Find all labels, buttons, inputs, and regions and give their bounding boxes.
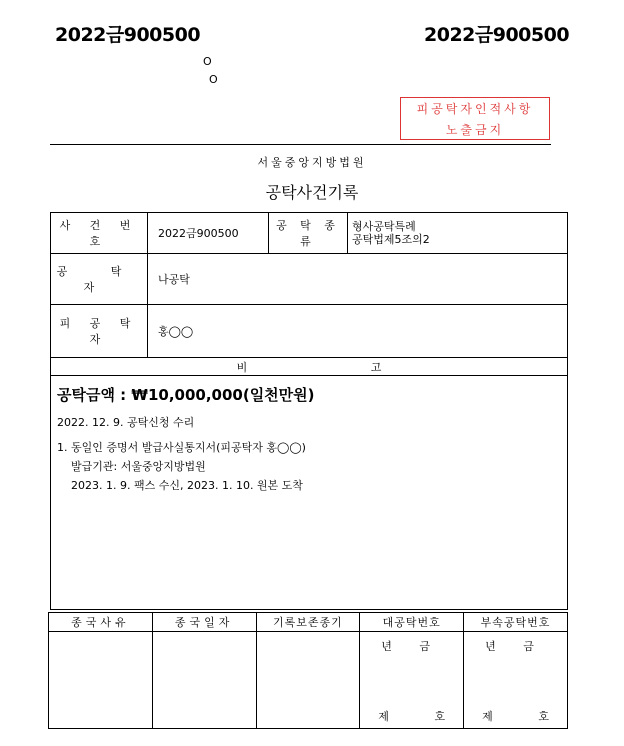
privacy-stamp xyxy=(400,97,550,140)
deposit-type-value xyxy=(348,213,568,254)
case-number-left: 2022금900500 xyxy=(55,24,201,46)
closure-table xyxy=(48,612,568,729)
remarks-body xyxy=(51,376,568,610)
deposit-type-label: 공 탁 종 류 xyxy=(269,213,348,254)
closure-date-cell xyxy=(152,632,256,729)
deposit-type-line-1: 형사공탁특례 xyxy=(352,220,416,233)
year-label: 년 금 xyxy=(381,640,443,653)
remark-line-4: 2023. 1. 9. 팩스 수신, 2023. 1. 10. 원본 도착 xyxy=(71,479,303,492)
court-name: 서울중앙지방법원 xyxy=(257,156,367,169)
stamp-line-2: 노출금지 xyxy=(445,123,505,137)
doc-title: 공탁사건기록 xyxy=(265,183,359,202)
ho-label: 호 xyxy=(434,710,446,723)
counter-deposit-no-header: 대공탁번호 xyxy=(360,613,464,632)
case-number-right: 2022금900500 xyxy=(424,24,570,46)
je-label: 제 xyxy=(482,710,493,723)
remarks-header xyxy=(51,358,568,376)
header-rule xyxy=(50,144,551,145)
deposit-amount: 공탁금액 : ₩10,000,000(일천만원) xyxy=(57,386,315,404)
attached-deposit-no-cell xyxy=(464,632,568,729)
remarks-label-1: 비 xyxy=(236,360,248,374)
remark-line-2: 1. 동일인 증명서 발급사실통지서(피공탁자 홍◯◯) xyxy=(57,441,306,454)
je-label: 제 xyxy=(378,710,389,723)
retention-end-cell xyxy=(256,632,360,729)
depositee-value: 홍◯◯ xyxy=(148,305,568,358)
remark-line-1: 2022. 12. 9. 공탁신청 수리 xyxy=(57,416,195,429)
case-no-label: 사 건 번 호 xyxy=(51,213,148,254)
retention-end-header: 기록보존종기 xyxy=(256,613,360,632)
stamp-line-1: 피공탁자인적사항 xyxy=(416,102,534,116)
deposit-type-line-2: 공탁법제5조의2 xyxy=(352,233,430,246)
counter-deposit-no-cell xyxy=(360,632,464,729)
closure-reason-header: 종국사유 xyxy=(49,613,153,632)
mark-2: O xyxy=(209,73,218,86)
ho-label: 호 xyxy=(538,710,549,723)
closure-date-header: 종국일자 xyxy=(152,613,256,632)
closure-reason-cell xyxy=(49,632,153,729)
record-table xyxy=(50,212,568,610)
remark-line-3: 발급기관: 서울중앙지방법원 xyxy=(71,460,206,473)
year-label: 년 금 xyxy=(485,640,546,653)
depositor-value: 나공탁 xyxy=(148,254,568,305)
depositee-label: 피 공 탁 자 xyxy=(51,305,148,358)
depositor-label: 공 탁 자 xyxy=(51,254,148,305)
remarks-label-2: 고 xyxy=(370,360,382,374)
mark-1: O xyxy=(203,55,212,68)
case-no-value: 2022금900500 xyxy=(148,213,269,254)
attached-deposit-no-header: 부속공탁번호 xyxy=(464,613,568,632)
